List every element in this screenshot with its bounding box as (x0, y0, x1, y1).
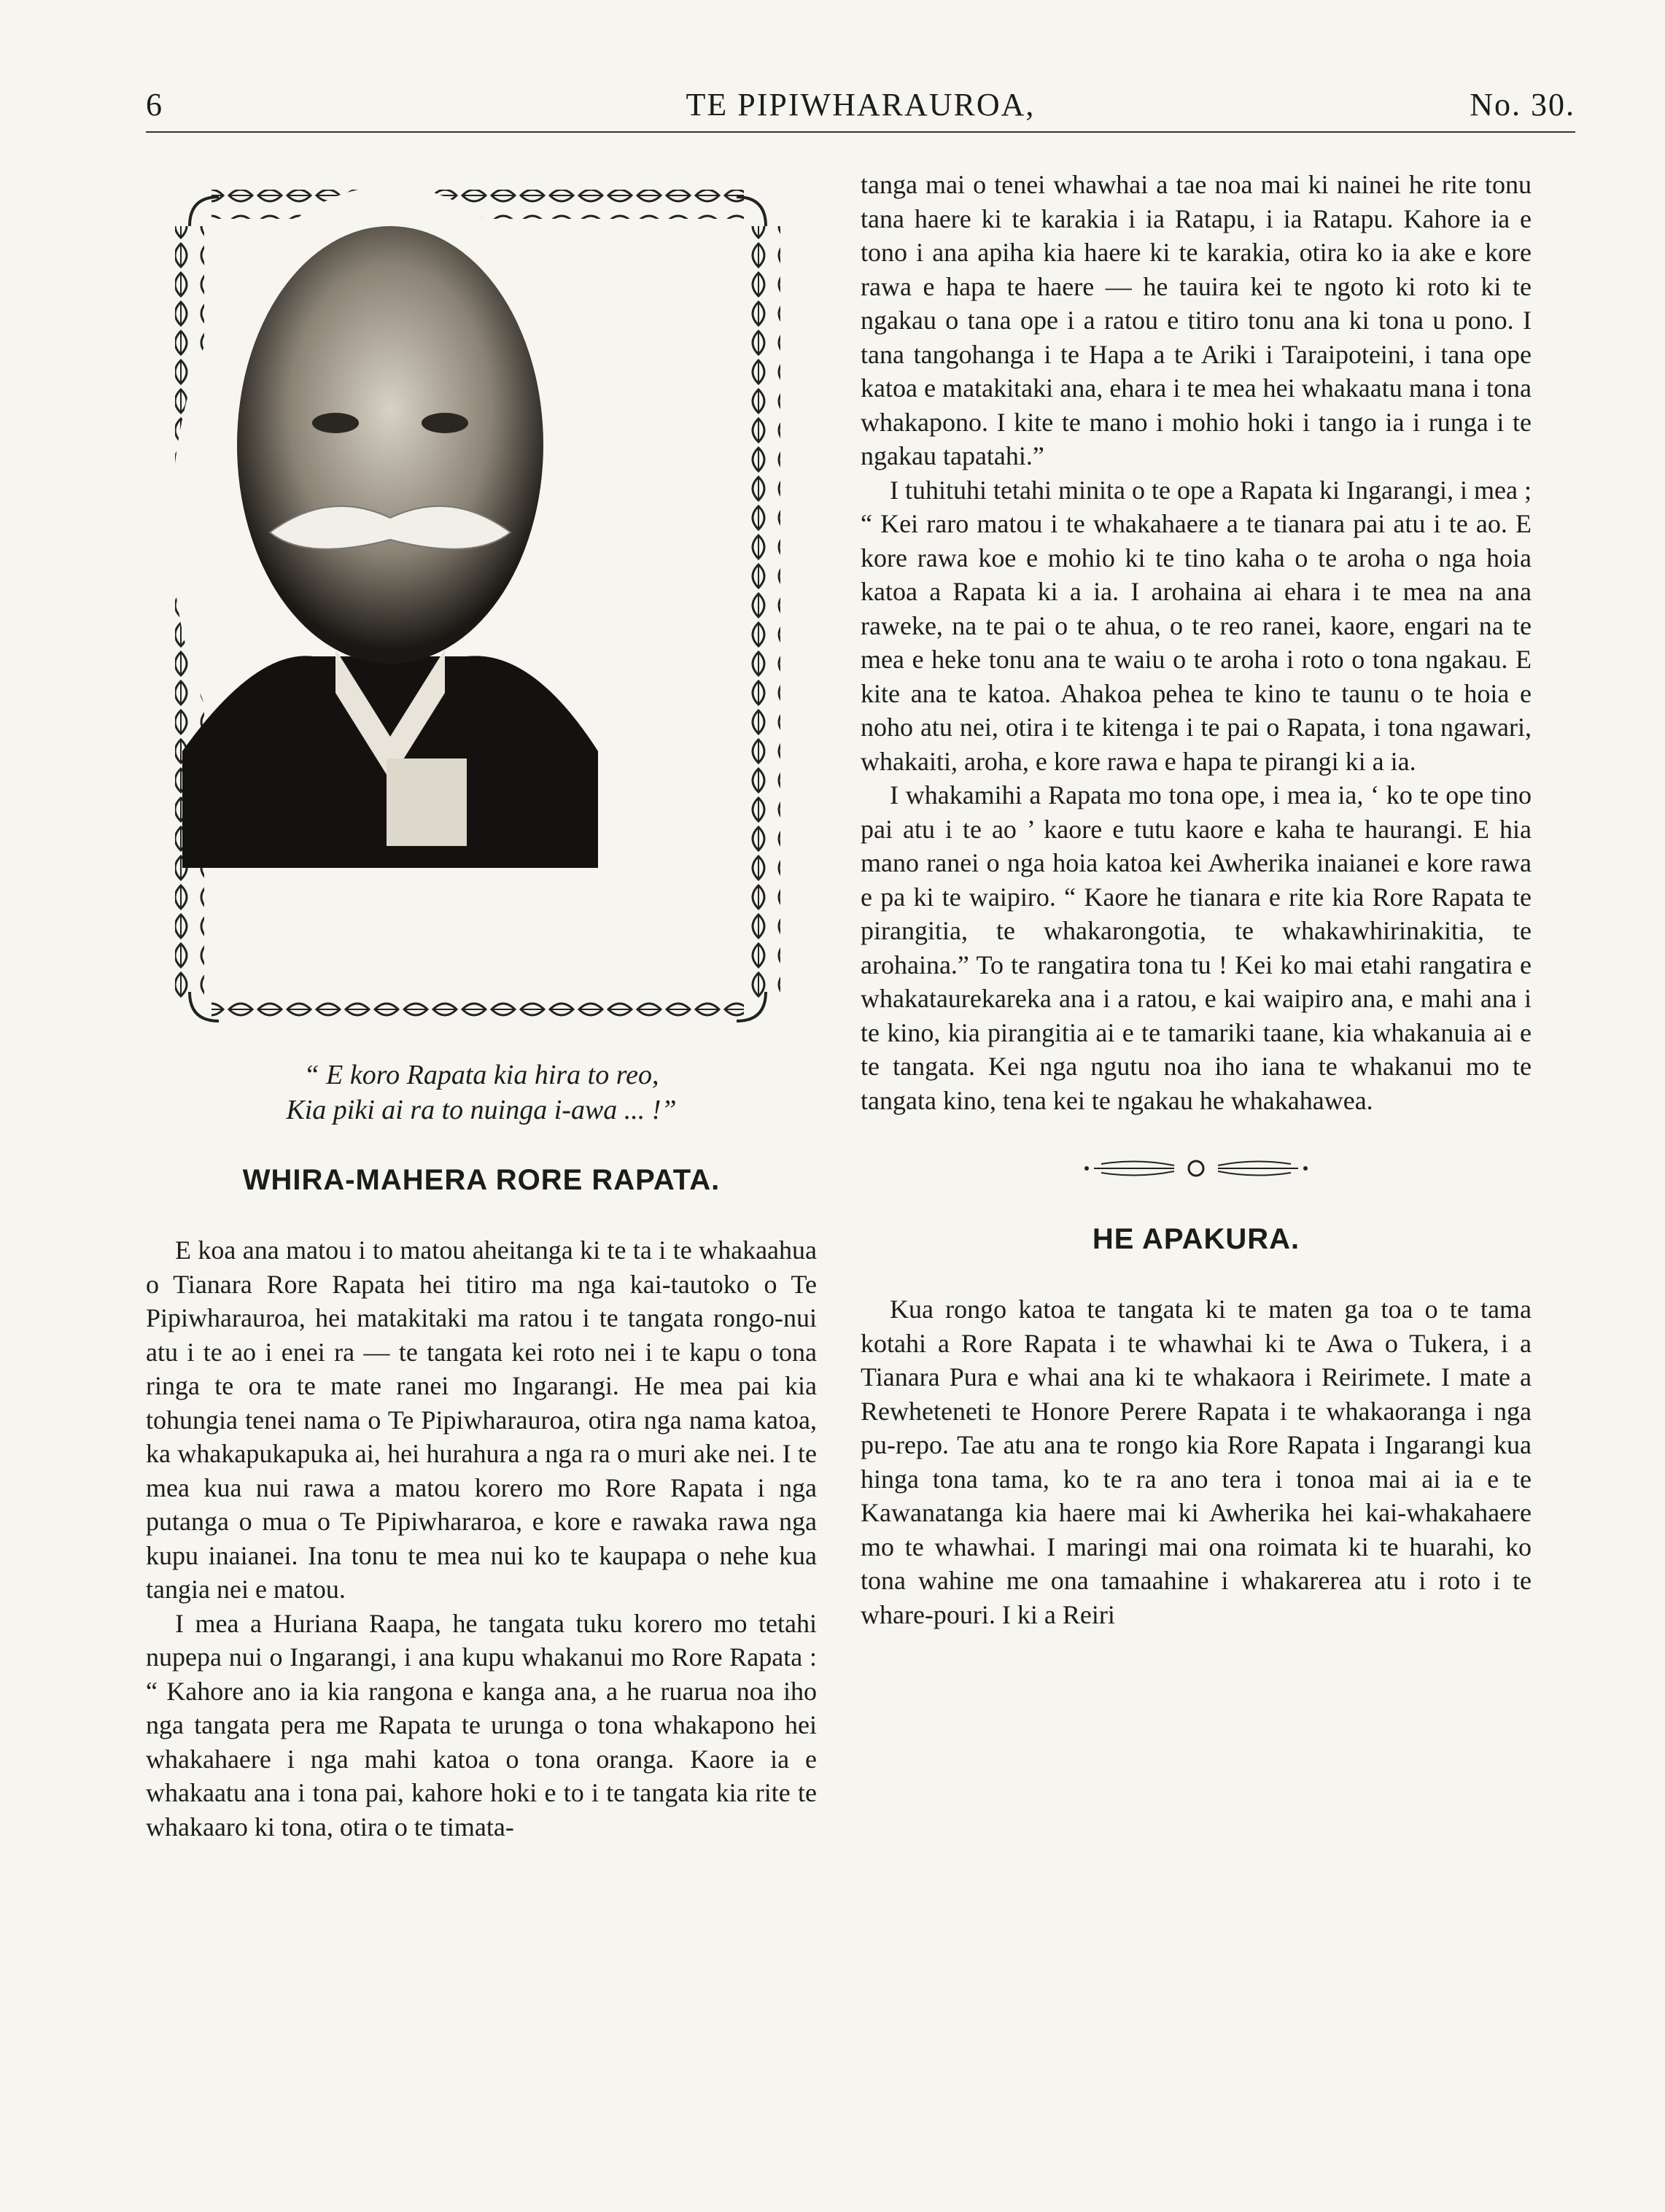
article-paragraph: I mea a Huriana Raapa, he tangata tuku korero mo tetahi nupepa nui o Ingarangi, i ana kupu whakanui mo Rore Rapata : “ Kahore ano ia kia rangona e kanga ana, a he ruarua noa iho nga tangata pera me Rapata te urunga o tona whakapono hei whakahaere i nga mahi katoa o tona oranga. Kaore ia e whakaatu ana i tona pai, kahore hoki e to i te tangata kia rite te whakaaro ki tona, otira o te timata- (146, 1608, 817, 1842)
article-heading: WHIRA-MAHERA RORE RAPATA. (242, 1164, 721, 1196)
article-heading: HE APAKURA. (1092, 1223, 1300, 1255)
portrait-frame (168, 182, 788, 1043)
article-paragraph: Kua rongo katoa te tangata ki te maten ga toa o te tama kotahi a Rore Rapata i te whawhai ki te Awa o Tukera, i a Tianara Pura e whai ana ki te whakaora i Reirimete. I mate a Rewheteneti te Honore Perere Rapata i te whakaoranga i nga pu-repo. Tae atu ana te rongo kia Rore Rapata i Ingarangi kua hinga tona tama, ko te ra ano tera i tonoa mai ai ia e te Kawanatanga kia haere mai ki Awherika hei kai-whakahaere mo te whawhai. I maringi mai ona roimata ki te huarahi, ko tona wahine me ona tamaahine i whakarerea atu i roto i te whare-pouri. I ki a Reiri (861, 1295, 1532, 1629)
article-paragraph: I whakamihi a Rapata mo tona ope, i mea ia, ‘ ko te ope tino pai atu i te ao ’ kaore e tutu kaore e kaha te haurangi. E hia mano ranei o nga hoia katoa kei Awherika inaianei e kore rawa e pa ki te waipiro. “ Kaore he tianara e rite kia Rore Rapata te pirangitia, te whakarongotia, te whakawhirinakitia, te arohaina.” To te rangatira tona tu ! Kei ko mai etahi rangatira e whakataurekareka ana i a ratou, e kai waipiro ana, e mahi ana i te kino, kia pirangitia ai e te tamariki taane, kia whakanuia ai e te tangata. Kei nga ngutu noa iho iana te whakanui mo te tangata kino, tena kei te ngakau he whakahawea. (861, 780, 1532, 1115)
article-paragraph: tanga mai o tenei whawhai a tae noa mai ki nainei he rite tonu tana haere ki te karakia i ia Ratapu, i ia Ratapu. Kahore ia e tono i ana apiha kia haere ki te karakia, otira ko ia ake e kore rawa e hapa te haere — he tauira kei te ngoto ki roto ki te ngakau o tana ope i a ratou e titiro tonu ana ki tona u pono. I tana tangohanga i te Hapa a te Ariki i Taraipoteini, i tana ope katoa e matakitaki ana, ehara i te mea hei whakaatu mana i tona whakapono. I kite te mano i mohio hoki i tango ia i runga i te ngakau tapatahi.” (861, 170, 1532, 470)
section-divider-ornament (861, 1154, 1532, 1187)
article-paragraph: E koa ana matou i to matou aheitanga ki te ta i te whakaahua o Tianara Rore Rapata hei titiro ma nga kai-tautoko o Te Pipiwharauroa, hei matakitaki ma ratou i te tangata rongo-nui atu i te ao i enei ra — te tangata kei roto nei i te kapu o tona ringa te ora te mate ranei mo Ingarangi. He mea pai kia tohungia tenei nama o Te Pipiwharauroa, otira nga nama katoa, ka whakapukapuka ai, hei hurahura a nga ra o muri ake nei. I te mea kua nui rawa a matou korero mo Rore Rapata i nga putanga o mua o Te Pipiwhararoa, e kore e rawaka rawa nga kupu inaianei. Ina tonu te mea nui ko te kaupapa o nehe kua tangia nei e matou. (146, 1235, 817, 1604)
portrait-image (168, 182, 613, 868)
right-column (861, 168, 1532, 1631)
page-header (146, 80, 1575, 133)
portrait-caption (146, 1058, 817, 1128)
page-number: 6 (146, 87, 163, 123)
article-paragraph: I tuhituhi tetahi minita o te ope a Rapata ki Ingarangi, i mea ; “ Kei raro matou i te whakahaere a te tianara pai atu i te ao. E kore rawa koe e mohio ki te tino kaha o te aroha o nga hoia katoa a Rapata ki a ia. I arohaina ai ehara i te mea na ana raweke, na te pai o te ahua, o te reo ranei, kaore, engari na te mea e heke tonu ana te waiu o te aroha i roto o tona ngakau. E kite ana te katoa. Ahakoa pehea te kino te taunu o te hoia e noho atu nei, otira i te kitenga i te pai o Rapata, i tona ngawari, whakaiti, aroha, e kore rawa e hapa te pirangi ki a ia. (861, 475, 1532, 776)
issue-number: No. 30. (1470, 87, 1575, 123)
left-column (146, 168, 817, 1844)
caption-line: “ E koro Rapata kia hira to reo, (303, 1060, 659, 1090)
caption-line: Kia piki ai ra to nuinga i-awa ... !” (286, 1095, 677, 1125)
ornament-icon (1079, 1154, 1313, 1183)
publication-title: TE PIPIWHARAUROA, (686, 87, 1036, 123)
